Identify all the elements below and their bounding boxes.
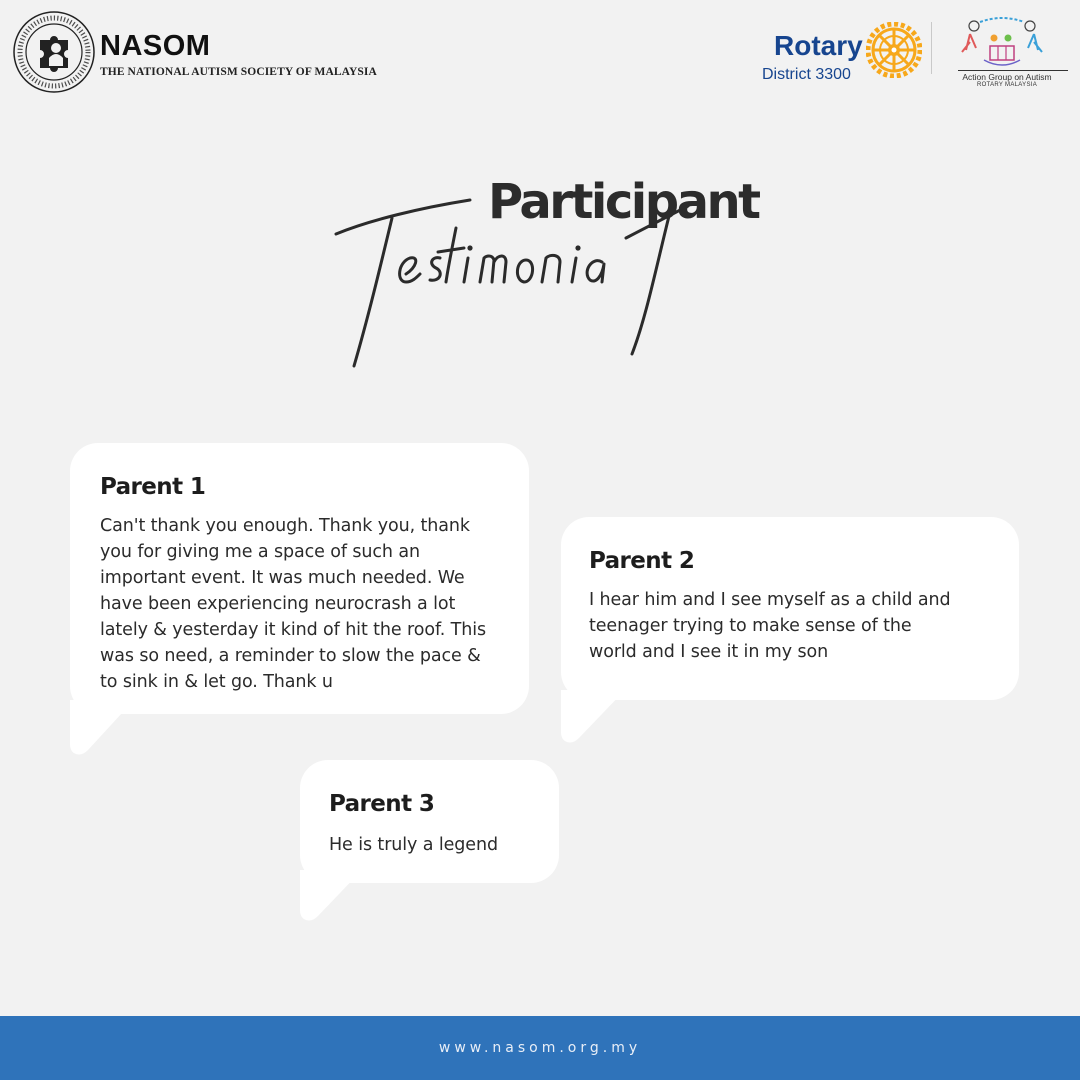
testimonial-3-text <box>329 832 549 858</box>
testimonial-1-line: important event. It was much needed. We <box>100 568 465 588</box>
testimonial-1-line: lately & yesterday it kind of hit the roof. This <box>100 620 487 640</box>
action-group-autism-logo-icon <box>960 16 1044 70</box>
testimonial-1-name: Parent 1 <box>100 474 206 500</box>
testimonial-bubble-2 <box>561 517 1019 700</box>
rotary-wordmark: Rotary <box>774 30 863 61</box>
rotary-wheel-icon <box>866 22 922 78</box>
title-participant: Participant <box>488 174 759 230</box>
rotary-district: District 3300 <box>762 66 851 83</box>
testimonial-2-name: Parent 2 <box>589 548 695 574</box>
nasom-logo-icon <box>12 10 96 94</box>
nasom-name: NASOM <box>100 30 211 62</box>
testimonial-2-line: teenager trying to make sense of the <box>589 616 912 636</box>
footer-website-link[interactable]: www.nasom.org.my <box>438 1040 642 1056</box>
testimonial-1-line: Can't thank you enough. Thank you, thank <box>100 516 470 536</box>
action-group-subtitle: ROTARY MALAYSIA <box>976 82 1038 88</box>
testimonial-3-name: Parent 3 <box>329 791 435 817</box>
testimonial-1-text <box>100 513 520 695</box>
testimonial-1-line: to sink in & let go. Thank u <box>100 672 333 692</box>
footer-bar <box>0 1016 1080 1080</box>
testimonial-bubble-3 <box>300 760 559 883</box>
testimonial-2-line: I hear him and I see myself as a child and <box>589 590 951 610</box>
testimonial-bubble-1 <box>70 443 529 714</box>
testimonial-2-line: world and I see it in my son <box>589 642 829 662</box>
testimonial-2-text <box>589 587 1009 665</box>
testimonial-1-line: was so need, a reminder to slow the pace & <box>100 646 481 666</box>
nasom-subtitle: THE NATIONAL AUTISM SOCIETY OF MALAYSIA <box>100 66 377 78</box>
action-group-underline <box>958 70 1068 71</box>
action-group-title: Action Group on Autism <box>962 72 1052 82</box>
testimonial-1-line: you for giving me a space of such an <box>100 542 420 562</box>
logo-divider <box>931 22 932 74</box>
testimonial-1-line: have been experiencing neurocrash a lot <box>100 594 456 614</box>
testimonial-3-line: He is truly a legend <box>329 835 498 855</box>
